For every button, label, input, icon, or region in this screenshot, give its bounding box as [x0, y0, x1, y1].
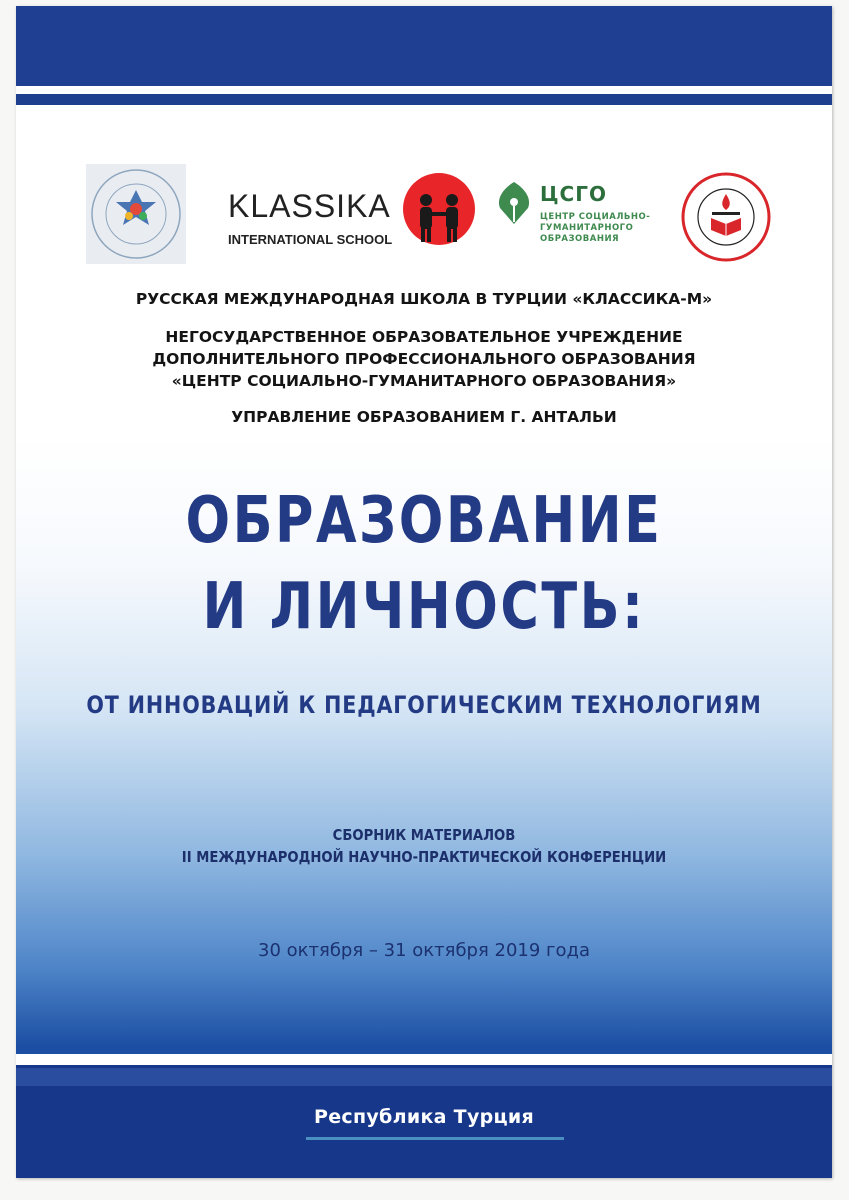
- klassika-subtitle: INTERNATIONAL SCHOOL: [228, 232, 393, 247]
- university-emblem-icon: [86, 164, 186, 264]
- book-cover: [16, 6, 832, 1178]
- klassika-logo: [224, 168, 484, 258]
- organizer-line: «ЦЕНТР СОЦИАЛЬНО-ГУМАНИТАРНОГО ОБРАЗОВАНИЯ»: [171, 372, 677, 390]
- ministry-logo: [681, 172, 771, 262]
- tsgo-abbr: ЦСГО: [540, 182, 607, 206]
- tsgo-subtitle-line: ГУМАНИТАРНОГО: [540, 223, 634, 233]
- top-divider: [16, 86, 832, 94]
- main-title-line1: ОБРАЗОВАНИЕ: [185, 484, 663, 558]
- country-underline: [306, 1137, 564, 1140]
- main-title-line2: И ЛИЧНОСТЬ:: [202, 570, 646, 644]
- pen-nib-icon: [494, 180, 534, 226]
- tsgo-subtitle-line: ОБРАЗОВАНИЯ: [540, 234, 620, 244]
- country-label: Республика Турция: [313, 1106, 535, 1128]
- tsgo-logo: [492, 178, 662, 258]
- klassika-name: KLASSIKA: [228, 188, 391, 224]
- university-logo: [86, 164, 186, 264]
- organizer-line: НЕГОСУДАРСТВЕННОЕ ОБРАЗОВАТЕЛЬНОЕ УЧРЕЖДЕНИЕ: [165, 328, 683, 346]
- organizer-antalya: УПРАВЛЕНИЕ ОБРАЗОВАНИЕМ Г. АНТАЛЬИ: [231, 408, 617, 426]
- top-thin-band: [16, 94, 832, 105]
- collection-line2: II МЕЖДУНАРОДНОЙ НАУЧНО-ПРАКТИЧЕСКОЙ КОНФЕРЕНЦИИ: [181, 848, 667, 866]
- organizer-school: РУССКАЯ МЕЖДУНАРОДНАЯ ШКОЛА В ТУРЦИИ «КЛАССИКА-М»: [135, 290, 713, 308]
- tsgo-subtitle-line: ЦЕНТР СОЦИАЛЬНО-: [540, 212, 651, 222]
- ministry-seal-icon: [681, 172, 771, 262]
- children-sun-icon: [402, 172, 476, 246]
- collection-line1: СБОРНИК МАТЕРИАЛОВ: [332, 826, 516, 844]
- bottom-stripe: [16, 1068, 832, 1086]
- tsgo-subtitle: [540, 212, 670, 245]
- top-band: [16, 6, 832, 86]
- conference-dates: 30 октября – 31 октября 2019 года: [258, 940, 590, 961]
- organizer-line: ДОПОЛНИТЕЛЬНОГО ПРОФЕССИОНАЛЬНОГО ОБРАЗОВАНИЯ: [152, 350, 696, 368]
- bottom-divider: [16, 1054, 832, 1065]
- main-subtitle: ОТ ИННОВАЦИЙ К ПЕДАГОГИЧЕСКИМ ТЕХНОЛОГИЯМ: [86, 691, 762, 719]
- organizer-institution: [16, 326, 832, 392]
